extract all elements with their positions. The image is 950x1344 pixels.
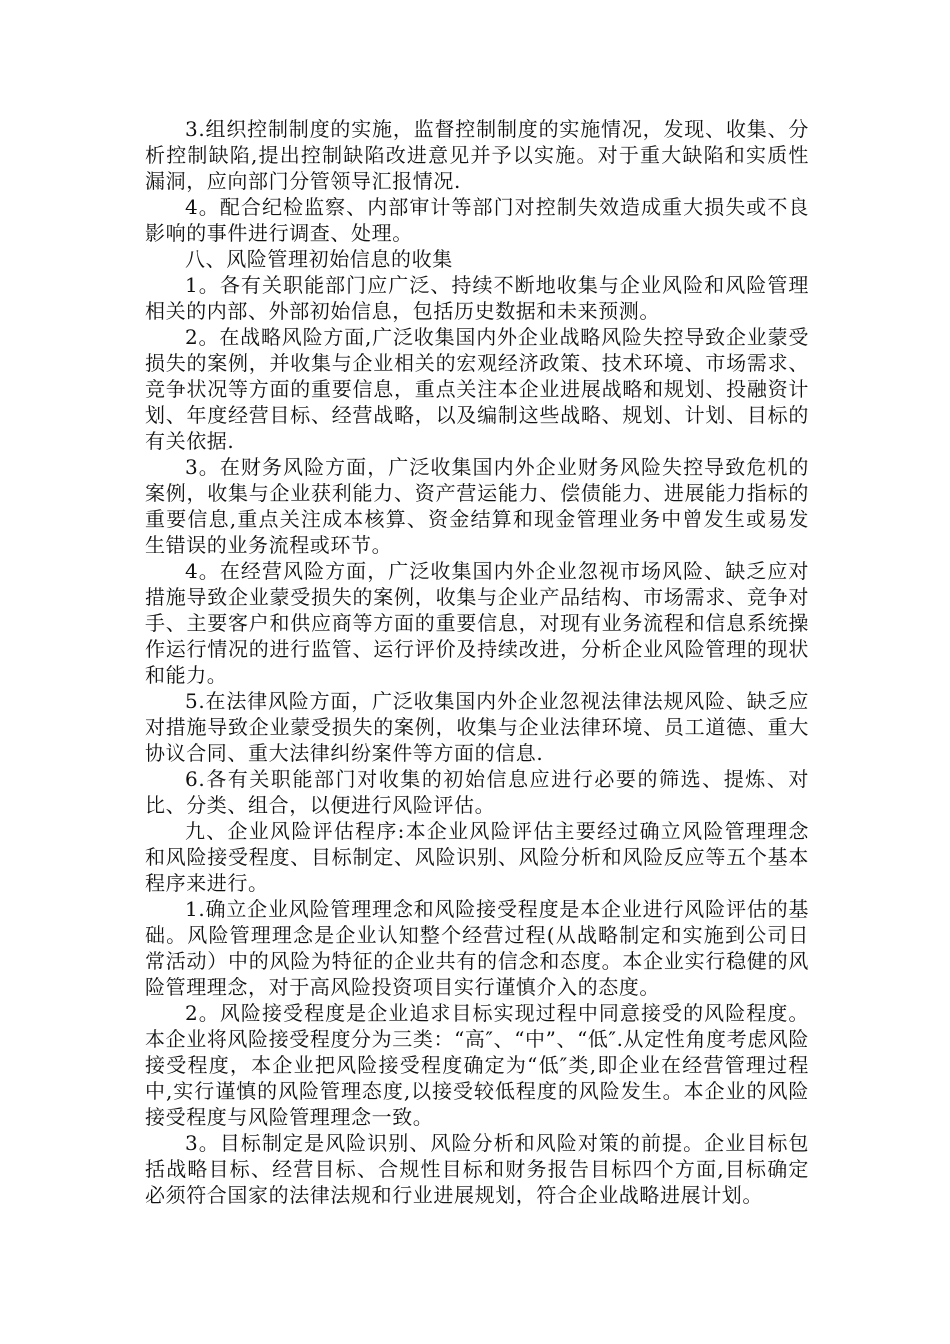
paragraph-risk-appetite: 2。风险接受程度是企业追求目标实现过程中同意接受的风险程度。本企业将风险接受程度分为三类：“高″、“中”、“低″.从定性角度考虑风险接受程度，本企业把风险接受程度确定为“低″类,即企业在经营管理过程中,实行谨慎的风险管理态度,以接受较低程度的风险发生。本企业的风险接受程度与风险管理理念一致。 [145, 1001, 809, 1129]
paragraph-financial-risk: 3。在财务风险方面，广泛收集国内外企业财务风险失控导致危机的案例，收集与企业获利能力、资产营运能力、偿债能力、进展能力指标的重要信息,重点关注成本核算、资金结算和现金管理业务中曾发生或易发生错误的业务流程或环节。 [145, 455, 809, 557]
paragraph-strategic-risk: 2。在战略风险方面,广泛收集国内外企业战略风险失控导致企业蒙受损失的案例，并收集与企业相关的宏观经济政策、技术环境、市场需求、竞争状况等方面的重要信息，重点关注本企业进展战略和规划、投融资计划、年度经营目标、经营战略，以及编制这些战略、规划、计划、目标的有关依据. [145, 325, 809, 453]
paragraph-risk-philosophy: 1.确立企业风险管理理念和风险接受程度是本企业进行风险评估的基础。风险管理理念是企业认知整个经营过程(从战略制定和实施到公司日常活动）中的风险为特征的企业共有的信念和态度。本企业实行稳健的风险管理理念，对于高风险投资项目实行谨慎介入的态度。 [145, 897, 809, 999]
document-body [145, 116, 809, 1208]
paragraph-investigation: 4。配合纪检监察、内部审计等部门对控制失效造成重大损失或不良影响的事件进行调查、处理。 [145, 195, 809, 245]
paragraph-info-collection: 1。各有关职能部门应广泛、持续不断地收集与企业风险和风险管理相关的内部、外部初始信息，包括历史数据和未来预测。 [145, 273, 809, 323]
paragraph-control-implementation: 3.组织控制制度的实施，监督控制制度的实施情况，发现、收集、分析控制缺陷,提出控制缺陷改进意见并予以实施。对于重大缺陷和实质性漏洞，应向部门分管领导汇报情况. [145, 117, 809, 193]
paragraph-legal-risk: 5.在法律风险方面，广泛收集国内外企业忽视法律法规风险、缺乏应对措施导致企业蒙受损失的案例，收集与企业法律环境、员工道德、重大协议合同、重大法律纠纷案件等方面的信息. [145, 689, 809, 765]
paragraph-operational-risk: 4。在经营风险方面，广泛收集国内外企业忽视市场风险、缺乏应对措施导致企业蒙受损失的案例，收集与企业产品结构、市场需求、竞争对手、主要客户和供应商等方面的重要信息，对现有业务流程和信息系统操作运行情况的进行监管、运行评价及持续改进，分析企业风险管理的现状和能力。 [145, 559, 809, 687]
paragraph-objective-setting: 3。目标制定是风险识别、风险分析和风险对策的前提。企业目标包括战略目标、经营目标、合规性目标和财务报告目标四个方面,目标确定必须符合国家的法律法规和行业进展规划，符合企业战略进展计划。 [145, 1131, 809, 1207]
section-heading-8: 八、风险管理初始信息的收集 [185, 247, 453, 271]
section-heading-9: 九、企业风险评估程序:本企业风险评估主要经过确立风险管理理念和风险接受程度、目标制定、风险识别、风险分析和风险反应等五个基本程序来进行。 [145, 819, 809, 895]
paragraph-info-screening: 6.各有关职能部门对收集的初始信息应进行必要的筛选、提炼、对比、分类、组合，以便进行风险评估。 [145, 767, 809, 817]
